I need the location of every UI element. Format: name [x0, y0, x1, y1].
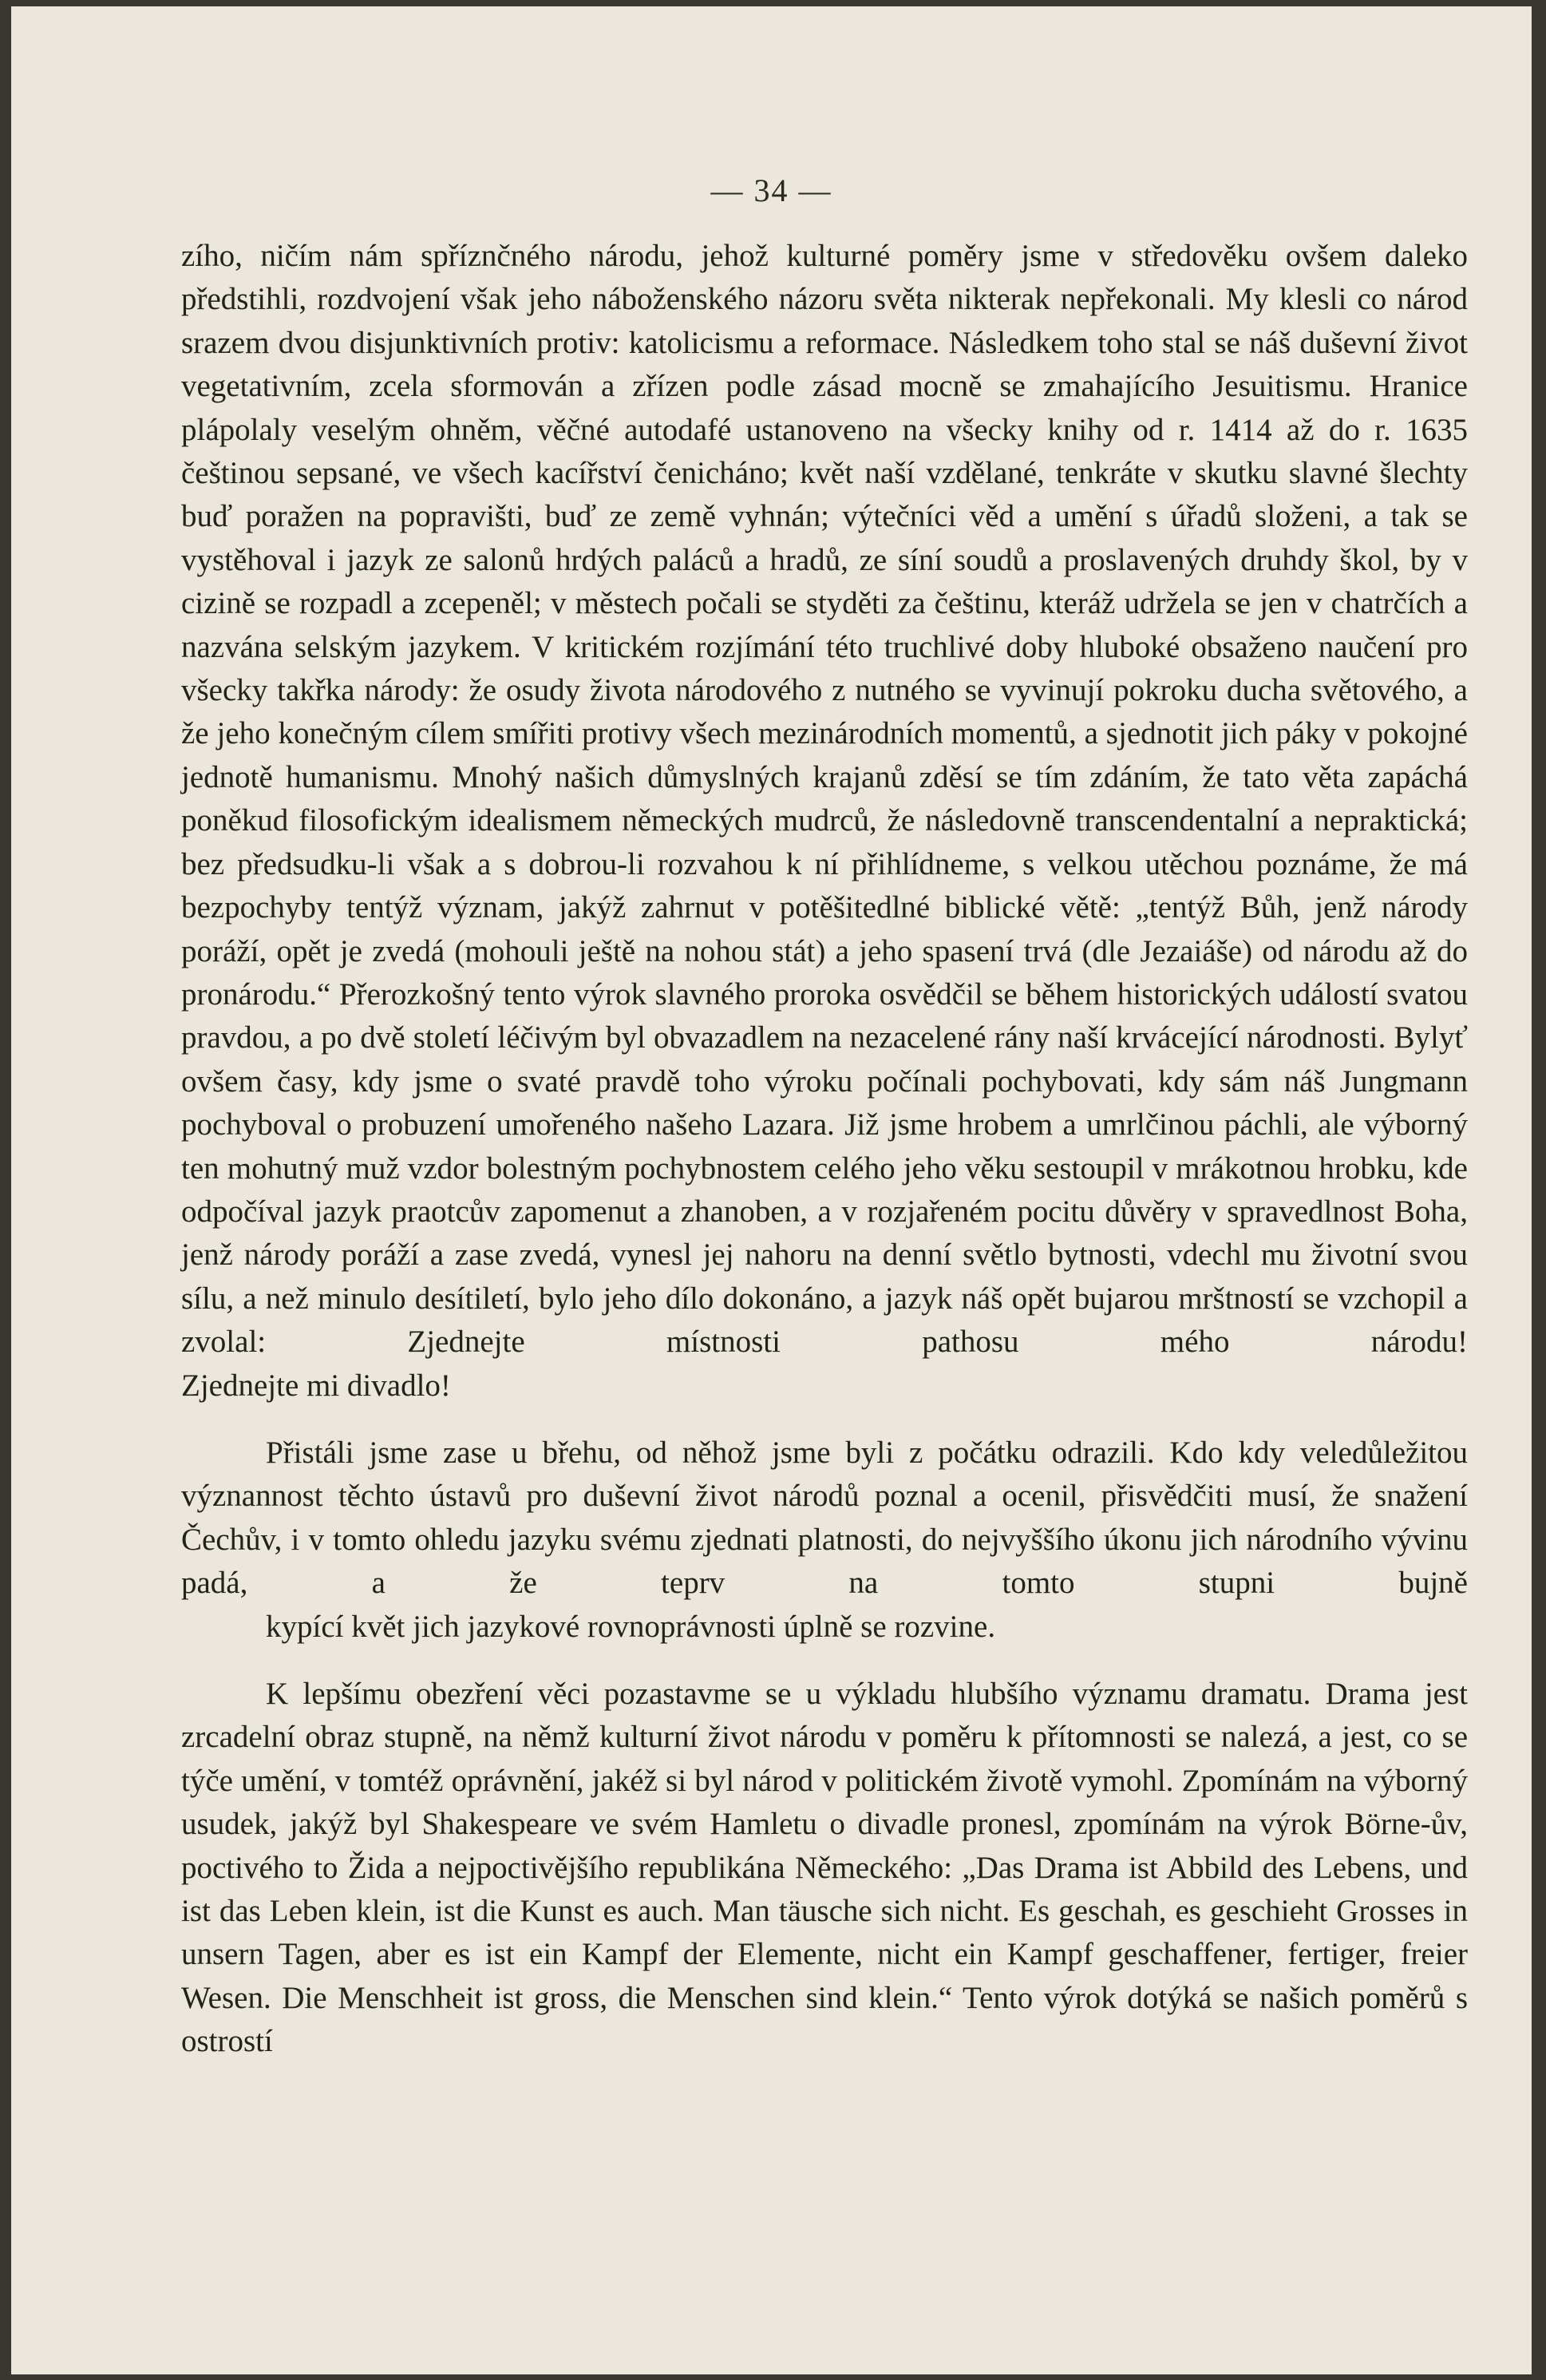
paragraph-2 [181, 1432, 1468, 1649]
paragraph-1 [181, 235, 1468, 1408]
paragraph-1-last-line: Zjednejte mi divadlo! [181, 1368, 451, 1403]
book-page [11, 6, 1532, 2374]
page-number: — 34 — [710, 172, 832, 208]
text-block [181, 235, 1468, 2064]
paragraph-1-body: zího, ničím nám spříznčného národu, jehož kulturné poměry jsme v středověku ovšem daleko předstihli, rozdvojení však jeho náboženského názoru světa nikterak nepřekonali. My klesli co národ srazem dvou disjunktivních protiv: katolicismu a reformace. Následkem toho stal se náš duševní život vegetativním, zcela sformován a zřízen podle zásad mocně se zmahajícího Jesuitismu. Hranice plápolaly veselým ohněm, věčné autodafé ustanoveno na všecky knihy od r. 1414 až do r. 1635 češtinou sepsané, ve všech kacířství čenicháno; květ naší vzdělané, tenkráte v skutku slavné šlechty buď poražen na popravišti, buď ze země vyhnán; výtečníci věd a umění s úřadů složeni, a tak se vystěhoval i jazyk ze salonů hrdých paláců a hradů, ze síní soudů a proslavených druhdy škol, by v cizině se rozpadl a zcepeněl; v městech počali se styděti za češtinu, kteráž udržela se jen v chatrčích a nazvána selským jazykem. V kritickém rozjímání této truchlivé doby hluboké obsaženo naučení pro všecky takřka národy: že osudy života národového z nutného se vyvinují pokroku ducha světového, a že jeho konečným cílem smířiti protivy všech mezinárodních momentů, a sjednotit jich páky v pokojné jednotě humanismu. Mnohý našich důmyslných krajanů zděsí se tím zdáním, že tato věta zapáchá poněkud filosofickým idealismem německých mudrců, že následovně transcendentalní a nepraktická; bez předsudku-li však a s dobrou-li rozvahou k ní přihlídneme, s velkou utěchou poznáme, že má bezpochyby tentýž význam, jakýž zahrnut v potěšitedlné biblické větě: „tentýž Bůh, jenž národy poráží, opět je zvedá (mohouli ještě na nohou stát) a jeho spasení trvá (dle Jezaiáše) od národu až do pronárodu.“ Přerozkošný tento výrok slavného proroka osvědčil se během historických událostí svatou pravdou, a po dvě století léčivým byl obvazadlem na nezacelené rány naší krvácející národnosti. Bylyť ovšem časy, kdy jsme o svaté pravdě toho výroku počínali pochybovati, kdy sám náš Jungmann pochyboval o probuzení umořeného našeho Lazara. Již jsme hrobem a umrlčinou páchli, ale výborný ten mohutný muž vzdor bolestným pochybnostem celého jeho věku sestoupil v mrákotnou hrobku, kde odpočíval jazyk praotcův zapomenut a zhanoben, a v rozjařeném pocitu důvěry v spravedlnost Boha, jenž národy poráží a zase zvedá, vynesl jej nahoru na denní světlo bytnosti, vdechl mu životní svou sílu, a než minulo desítiletí, bylo jeho dílo dokonáno, a jazyk náš opět bujarou mrštností se vzchopil a zvolal: Zjednejte místnosti pathosu mého národu! [181, 239, 1468, 1360]
paragraph-2-body: Přistáli jsme zase u břehu, od něhož jsme byli z počátku odrazili. Kdo kdy veledůležitou význannost těchto ústavů pro duševní život národů poznal a ocenil, přisvědčiti musí, že snažení Čechův, i v tomto ohledu jazyku svému zjednati platnosti, do nejvyššího úkonu jich národního vývinu padá, a že teprv na tomto stupni bujně [181, 1435, 1468, 1601]
paragraph-3-body: K lepšímu obezření věci pozastavme se u výkladu hlubšího významu dramatu. Drama jest zrcadelní obraz stupně, na němž kulturní život národu v poměru k přítomnosti se nalezá, a jest, co se týče umění, v tomtéž oprávnění, jakéž si byl národ v politickém životě vymohl. Zpomínám na výborný usudek, jakýž byl Shakespeare ve svém Hamletu o divadle pronesl, zpomínám na výrok Börne-ův, poctivého to Žida a nejpoctivějšího republikána Německého: „Das Drama ist Abbild des Lebens, und ist das Leben klein, ist die Kunst es auch. Man täusche sich nicht. Es geschah, es geschieht Grosses in unsern Tagen, aber es ist ein Kampf der Elemente, nicht ein Kampf geschaffener, fertiger, freier Wesen. Die Menschheit ist gross, die Menschen sind klein.“ Tento výrok dotýká se našich poměrů s ostrostí [181, 1677, 1468, 2059]
paragraph-2-last-line: kypící květ jich jazykové rovnoprávnosti úplně se rozvine. [266, 1609, 996, 1644]
paragraph-3 [181, 1673, 1468, 2064]
